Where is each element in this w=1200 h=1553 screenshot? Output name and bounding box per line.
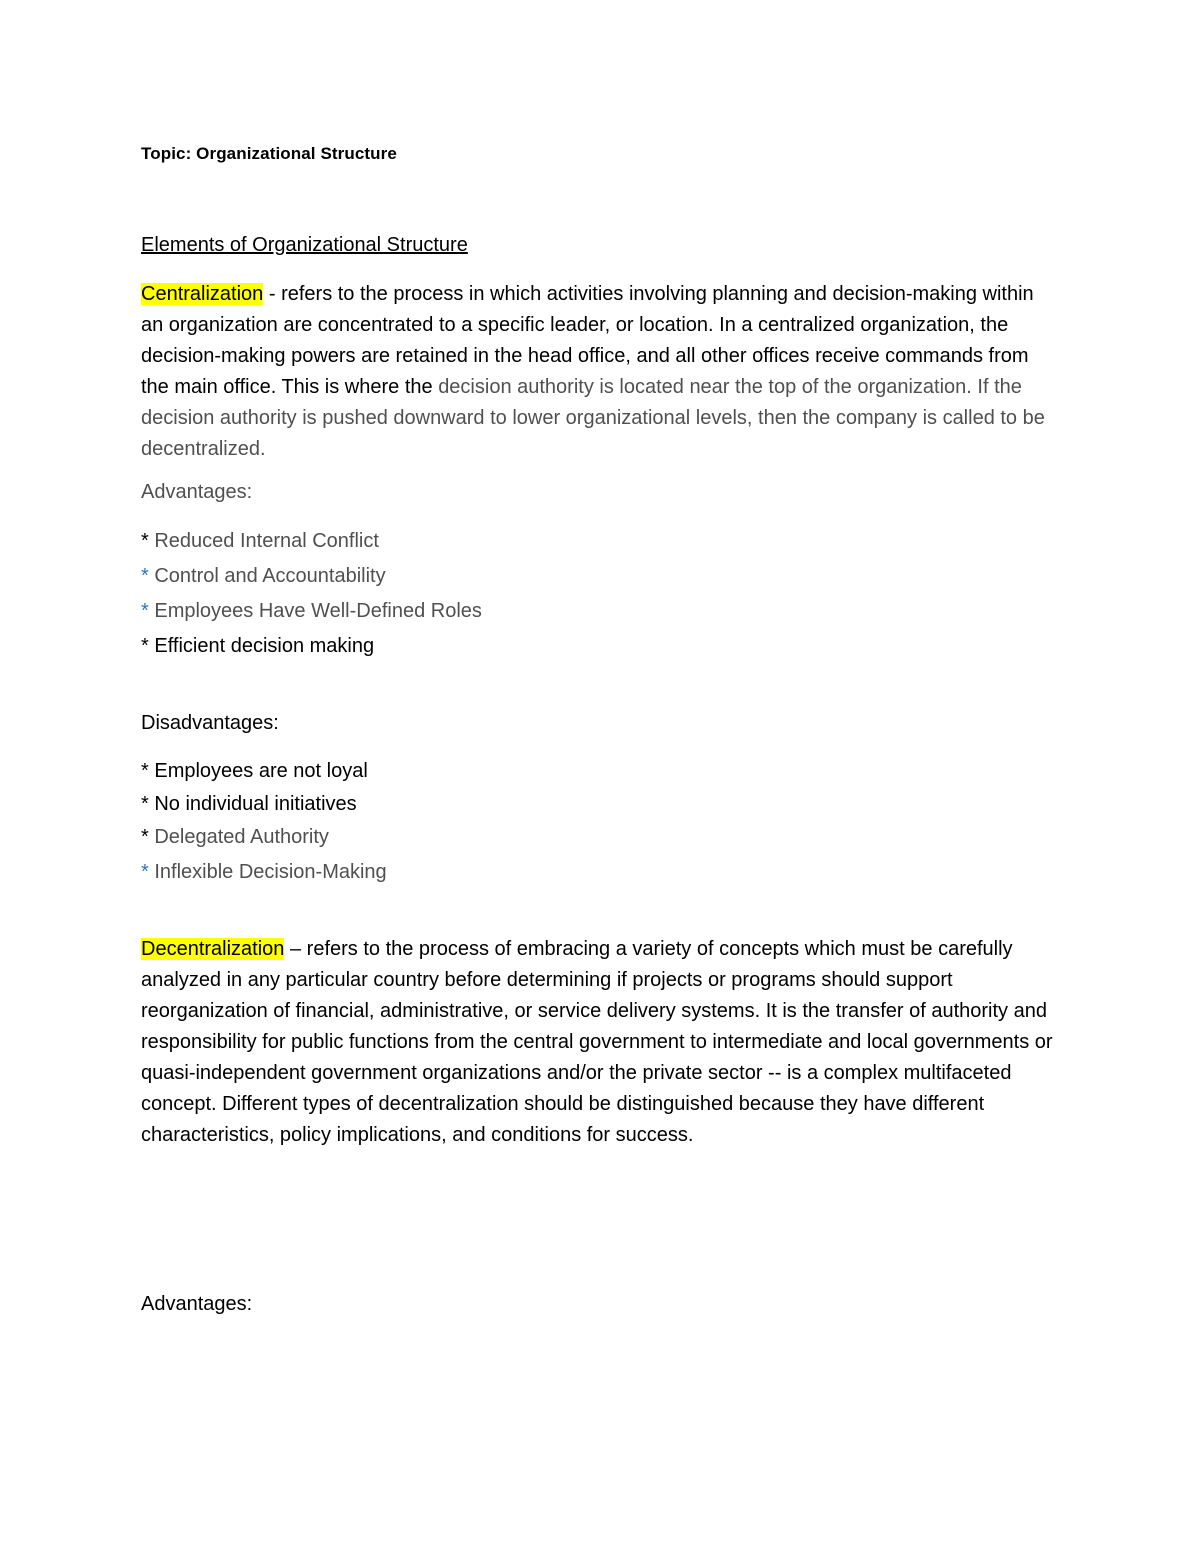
list-item: * Inflexible Decision-Making <box>141 861 387 883</box>
list-item: * Efficient decision making <box>141 635 375 657</box>
list-item: * Control and Accountability <box>141 565 386 587</box>
list-bullet: * <box>141 635 149 657</box>
centralization-definition: - refers to the process in which activities involving planning and decision-making within an organization are concentrated to a specific leader, or location. In a centralized organization, the decision-making powers are retained in the head office, and all other offices receive commands from the main office. This is where the <box>141 283 1034 398</box>
centralization-disadvantages-list <box>141 757 387 893</box>
list-bullet: * <box>141 760 149 782</box>
centralization-advantages-label: Advantages: <box>141 481 253 503</box>
list-item: * No individual initiatives <box>141 793 357 815</box>
centralization-disadvantages-label: Disadvantages: <box>141 712 279 734</box>
list-item: * Employees are not loyal <box>141 760 368 782</box>
decentralization-term: Decentralization <box>141 938 285 960</box>
centralization-definition-gray: decision authority is located near the top of the organization. If the decision authority is pushed downward to lower organizational levels, then the company is called to be decentralized. <box>141 376 1045 460</box>
list-bullet: * <box>141 793 149 815</box>
centralization-term: Centralization <box>141 283 264 305</box>
decentralization-paragraph <box>141 934 1056 1151</box>
list-item: * Delegated Authority <box>141 826 329 848</box>
decentralization-definition: – refers to the process of embracing a variety of concepts which must be carefully analyzed in any particular country before determining if projects or programs should support reorganization of financial, administrative, or service delivery systems. It is the transfer of authority and responsibility for public functions from the central government to intermediate and local governments or quasi-independent government organizations and/or the private sector -- is a complex multifaceted concept. Different types of decentralization should be distinguished because they have different characteristics, policy implications, and conditions for success. <box>141 938 1053 1146</box>
list-bullet: * <box>141 565 149 587</box>
centralization-paragraph <box>141 279 1056 465</box>
decentralization-advantages-label: Advantages: <box>141 1293 253 1315</box>
list-bullet: * <box>141 530 149 552</box>
list-bullet: * <box>141 861 149 883</box>
list-item: * Reduced Internal Conflict <box>141 530 379 552</box>
list-bullet: * <box>141 826 149 848</box>
centralization-advantages-list <box>141 527 482 667</box>
section-heading: Elements of Organizational Structure <box>141 234 468 256</box>
list-bullet: * <box>141 600 149 622</box>
topic-title: Topic: Organizational Structure <box>141 144 397 163</box>
list-item: * Employees Have Well-Defined Roles <box>141 600 482 622</box>
